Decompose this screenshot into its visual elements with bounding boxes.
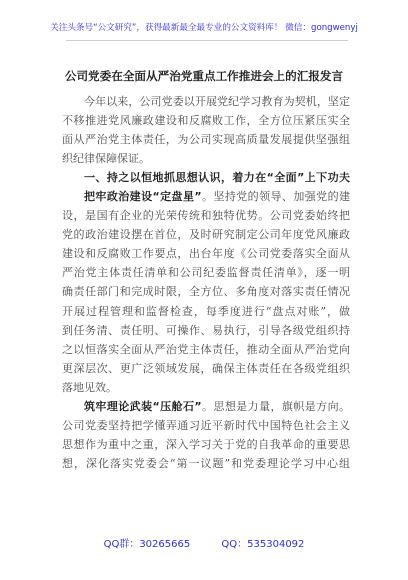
paragraph-line: 建设和反腐败工作要点，出台年度《公司党委落实全面从 <box>62 247 350 261</box>
paragraph-line: 落地见效。 <box>62 380 117 394</box>
section-heading: 一、持之以恒地抓思想认识，着力在“全面”上下功夫 <box>84 171 350 185</box>
paragraph-line: 确责任部门和完成时限，全方位、多角度对落实责任情况 <box>62 285 350 299</box>
paragraph-line: 公司党委坚持把学懂弄通习近平新时代中国特色社会主义 <box>62 418 350 432</box>
qq-group-link[interactable]: QQ群：30265665 <box>103 539 191 550</box>
contact-footer <box>0 535 408 550</box>
subheading-inline: 筑牢理论武装“压舱石” <box>84 399 202 413</box>
paragraph-line: 党的政治建设摆在首位，及时研究制定公司年度党风廉政 <box>62 228 350 242</box>
promo-banner[interactable]: 关注头条号“公文研究”，获得最新最全最专业的公文资料库！ 微信：gongwenyj <box>50 23 358 33</box>
paragraph-line: 更深层次、更广泛领域发展，确保主体责任在各级党组织 <box>62 361 350 375</box>
paragraph-line: 到任务清、责任明、可操作、易执行，引导各级党组织持 <box>62 323 350 337</box>
paragraph-line: 思想作为重中之重，深入学习关于党的自我革命的重要思 <box>62 437 350 451</box>
paragraph-line: 开展过程管理和监督检查，每季度进行“盘点对账”，做 <box>62 304 350 318</box>
subheading-inline: 把牢政治建设“定盘星” <box>84 190 202 204</box>
paragraph-line: 之以恒落实全面从严治党主体责任，推动全面从严治党向 <box>62 342 350 356</box>
paragraph-line: 严治党主体责任清单和公司纪委监督责任清单》，逐一明 <box>62 266 350 280</box>
paragraph-line: 今年以来，公司党委以开展党纪学习教育为契机，坚定 <box>84 95 350 108</box>
document-body <box>62 92 350 473</box>
paragraph-line: 不移推进党风廉政建设和反腐败工作，全方位压紧压实全 <box>62 114 350 128</box>
paragraph-line <box>62 397 350 416</box>
header-rule <box>66 40 348 41</box>
paragraph-line: 织纪律保障保证。 <box>62 152 150 166</box>
paragraph-line <box>62 187 350 206</box>
paragraph-text: 。思想是力量，旗帜是方向。 <box>201 399 350 413</box>
paragraph-line: 设，是国有企业的光荣传统和独特优势。公司党委始终把 <box>62 209 350 223</box>
qq-contact-link[interactable]: QQ：535304092 <box>221 539 305 550</box>
paragraph-line: 想，深化落实党委会“第一议题”和党委理论学习中心组 <box>62 456 350 470</box>
paragraph-line: 面从严治党主体责任，为公司实现高质量发展提供坚强组 <box>62 133 350 147</box>
paragraph-text: 。坚持党的领导、加强党的建 <box>201 190 350 204</box>
document-title: 公司党委在全面从严治党重点工作推进会上的汇报发言 <box>64 69 344 83</box>
